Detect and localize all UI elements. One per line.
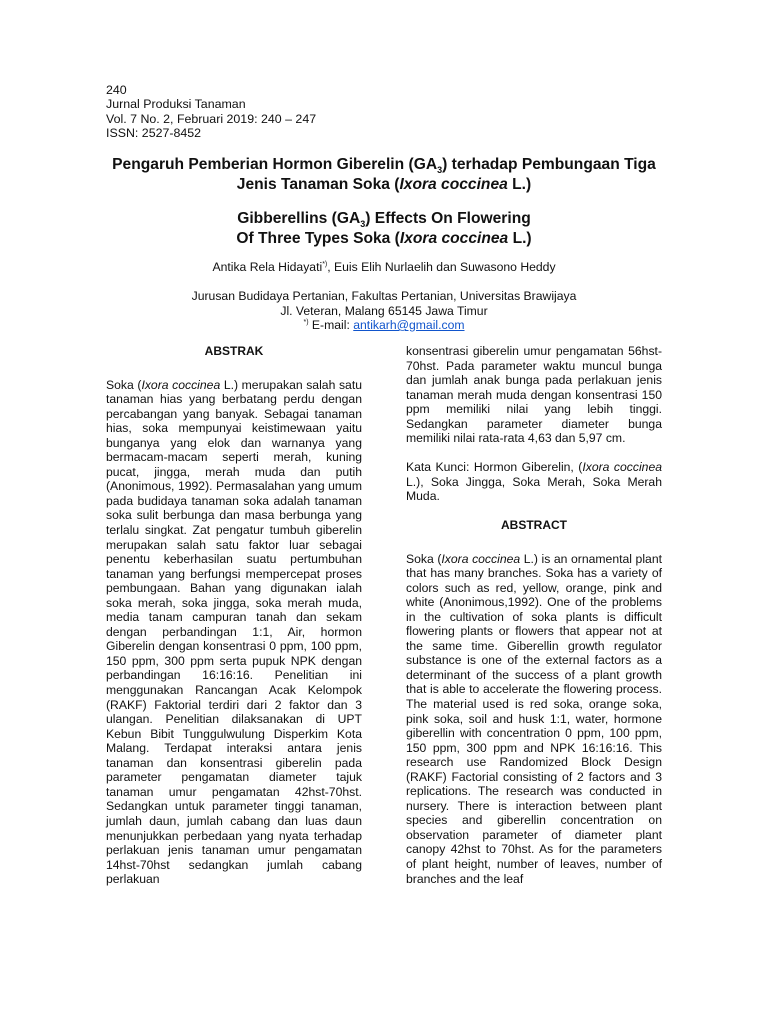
title-en-line1-b: ) Effects On Flowering bbox=[365, 210, 531, 227]
title-id-species: Ixora coccinea bbox=[399, 176, 508, 193]
affiliation-address: Jl. Veteran, Malang 65145 Jawa Timur bbox=[280, 303, 488, 318]
title-en-line1-a: Gibberellins (GA bbox=[237, 210, 361, 227]
abstrak-column bbox=[106, 344, 362, 887]
title-id-subscript: 3 bbox=[437, 165, 443, 176]
title-id-line2-a: Jenis Tanaman Soka ( bbox=[236, 176, 400, 193]
title-indonesian bbox=[60, 155, 708, 195]
author-list bbox=[60, 260, 708, 275]
journal-volume: Vol. 7 No. 2, Februari 2019: 240 – 247 bbox=[106, 111, 317, 126]
other-authors: , Euis Elih Nurlaelih dan Suwasono Heddy bbox=[327, 260, 556, 274]
email-link[interactable]: antikarh@gmail.com bbox=[353, 318, 465, 332]
keywords bbox=[406, 460, 662, 504]
title-id-line1-a: Pengaruh Pemberian Hormon Giberelin (GA bbox=[112, 156, 438, 173]
abstrak-paragraph bbox=[106, 378, 362, 887]
keywords-list: L.), Soka Jingga, Soka Merah, Soka Merah Muda. bbox=[406, 474, 662, 504]
journal-issn: ISSN: 2527-8452 bbox=[106, 126, 202, 141]
abstrak-continuation: konsentrasi giberelin umur pengamatan 56hst-70hst. Pada parameter waktu muncul bunga dan jumlah anak bunga pada perlakuan jenis tanaman merah muda dengan konsentrasi 150 ppm memiliki nilai yang lebih tinggi. Sedangkan parameter diameter bunga memiliki nilai rata-rata 4,63 dan 5,97 cm. bbox=[406, 344, 662, 446]
title-id-line2-b: L.) bbox=[507, 176, 532, 193]
title-english bbox=[60, 209, 708, 249]
abstract-text-a: Soka ( bbox=[406, 551, 442, 566]
email-mark: *) bbox=[303, 318, 309, 326]
keywords-species: Ixora coccinea bbox=[582, 460, 662, 475]
abstrak-text-a: Soka ( bbox=[106, 377, 142, 392]
journal-header bbox=[106, 83, 316, 141]
abstract-paragraph bbox=[406, 552, 662, 887]
page-number: 240 bbox=[106, 83, 127, 97]
title-en-subscript: 3 bbox=[360, 219, 366, 230]
email-line bbox=[60, 318, 708, 333]
abstract-heading: ABSTRACT bbox=[501, 517, 567, 532]
title-en-line2-a: Of Three Types Soka ( bbox=[236, 230, 400, 247]
abstract-species: Ixora coccinea bbox=[441, 551, 521, 566]
abstrak-heading: ABSTRAK bbox=[204, 344, 264, 358]
abstrak-species: Ixora coccinea bbox=[141, 377, 221, 392]
corresponding-mark: *) bbox=[322, 260, 328, 268]
journal-name: Jurnal Produksi Tanaman bbox=[106, 97, 246, 112]
keywords-label: Kata Kunci: Hormon Giberelin, ( bbox=[406, 460, 583, 475]
title-id-line1-b: ) terhadap Pembungaan Tiga bbox=[442, 156, 656, 173]
affiliation bbox=[60, 289, 708, 333]
title-en-species: Ixora coccinea bbox=[399, 230, 509, 247]
abstract-text-b: L.) is an ornamental plant that has many branches. Soka has a variety of colors such as red, yellow, orange, pink and white (Anonimous,1992). One of the problems in the cultivation of soka plants is difficult flowering plants or flowers that appear not at the same time. Giberellin growth regulator substance is one of the external factors as a determinant of the success of a plant growth that is able to accelerate the flowering process. The material used is red soka, orange soka, pink soka, soil and husk 1:1, water, hormone giberellin with concentration 0 ppm, 100 ppm, 150 ppm, 300 ppm and NPK 16:16:16. This research use Randomized Block Design (RAKF) Factorial consisting of 2 factors and 3 replications. The research was conducted in nursery. There is interaction between plant species and giberellin concentration on observation parameter of diameter plant canopy 42hst to 70hst. As for the parameters of plant height, number of leaves, number of branches and the leaf bbox=[406, 551, 662, 886]
right-column bbox=[406, 344, 662, 886]
affiliation-department: Jurusan Budidaya Pertanian, Fakultas Pertanian, Universitas Brawijaya bbox=[191, 289, 577, 303]
first-author: Antika Rela Hidayati bbox=[212, 260, 323, 274]
title-en-line2-b: L.) bbox=[508, 230, 532, 247]
email-label: E-mail: bbox=[308, 318, 354, 332]
abstrak-text-b: L.) merupakan salah satu tanaman hias yang berbatang perdu dengan percabangan yang banyak. Sebagai tanaman hias, soka mempunyai keistimewaan yaitu bunganya yang elok dan warnanya yang bermacam-macam seperti merah, kuning pucat, jingga, merah muda dan putih (Anonimous, 1992). Permasalahan yang umum pada budidaya tanaman soka adalah tanaman soka sulit berbunga dan masa berbunga yang terlalu singkat. Zat pengatur tumbuh giberelin merupakan salah satu faktor luar sebagai penentu keberhasilan suatu pertumbuhan tanaman yang berfungsi mempercepat proses pembungaan. Bahan yang digunakan ialah soka merah, soka jingga, soka merah muda, media tanam campuran tanah dan sekam dengan perbandingan 1:1, Air, hormon Giberelin dengan konsentrasi 0 ppm, 100 ppm, 150 ppm, 300 ppm serta pupuk NPK dengan perbandingan 16:16:16. Penelitian ini menggunakan Rancangan Acak Kelompok (RAKF) Faktorial terdiri dari 2 faktor dan 3 ulangan. Penelitian dilaksanakan di UPT Kebun Bibit Tunggulwulung Disperkim Kota Malang. Terdapat interaksi antara jenis tanaman dan konsentrasi giberelin pada parameter pengamatan diameter tajuk tanaman umur pengamatan 42hst-70hst. Sedangkan untuk parameter tinggi tanaman, jumlah daun, jumlah cabang dan luas daun menunjukkan perbedaan yang nyata terhadap perlakuan jenis tanaman umur pengamatan 14hst-70hst sedangkan jumlah cabang perlakuan bbox=[106, 377, 362, 887]
